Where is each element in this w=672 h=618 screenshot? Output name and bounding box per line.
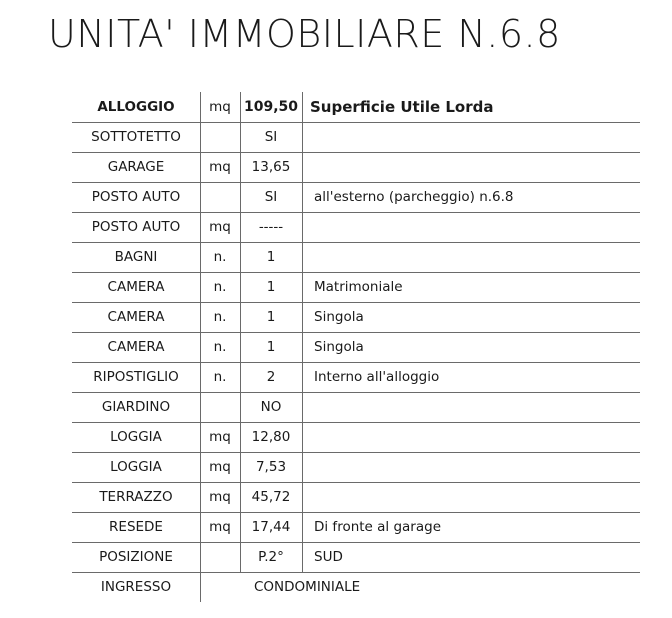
row-value: SI [264,189,278,205]
table-row [72,302,640,332]
row-value: SI [264,129,278,145]
row-value: P.2° [258,549,284,565]
row-divider [72,272,640,273]
row-value: 7,53 [255,459,287,475]
row-label: POSIZIONE [99,549,173,565]
row-note [314,212,640,242]
table-row [72,122,640,152]
row-label: LOGGIA [110,429,162,445]
row-note [314,482,640,512]
row-value: 45,72 [251,489,291,505]
row-unit: mq [209,459,231,475]
row-label: RESEDE [109,519,163,535]
row-divider [72,182,640,183]
table-row [72,542,640,572]
row-unit: mq [209,219,231,235]
row-divider [72,572,640,573]
footer-label: INGRESSO [100,579,172,595]
row-divider [72,392,640,393]
row-value: 17,44 [251,519,291,535]
row-divider [72,362,640,363]
table-row [72,182,640,212]
row-unit: mq [209,159,231,175]
row-value: 1 [266,339,276,355]
row-unit: mq [209,519,231,535]
row-unit: mq [209,489,231,505]
row-unit: n. [213,249,227,265]
row-divider [72,122,640,123]
header-label: ALLOGGIO [97,99,175,115]
header-value: 109,50 [243,99,299,115]
row-note [314,152,640,182]
row-unit [200,182,240,212]
table-row [72,272,640,302]
row-divider [72,542,640,543]
header-row [72,92,640,122]
row-note: Di fronte al garage [314,519,442,535]
header-note: Superficie Utile Lorda [310,98,494,116]
row-note: all'esterno (parcheggio) n.6.8 [314,189,514,205]
row-label: RIPOSTIGLIO [93,369,179,385]
row-label: BAGNI [114,249,158,265]
header-unit: mq [209,99,231,115]
row-note [314,422,640,452]
row-label: CAMERA [107,279,165,295]
table-row [72,392,640,422]
row-divider [72,212,640,213]
row-note: Interno all'alloggio [314,369,440,385]
row-unit [200,542,240,572]
row-label: TERRAZZO [99,489,173,505]
row-value: 1 [266,279,276,295]
row-unit: mq [209,429,231,445]
footer-row [72,572,640,602]
row-value: 2 [266,369,276,385]
row-unit [200,392,240,422]
footer-value: CONDOMINIALE [254,579,361,595]
row-divider [72,422,640,423]
row-label: GARAGE [107,159,165,175]
column-divider [302,92,303,572]
table-row [72,152,640,182]
row-unit: n. [213,369,227,385]
row-divider [72,482,640,483]
row-divider [72,512,640,513]
row-note [314,392,640,422]
table-row [72,332,640,362]
row-value: NO [260,399,282,415]
page-title: UNITA' IMMOBILIARE N.6.8 [48,12,561,56]
row-label: CAMERA [107,309,165,325]
row-note: Singola [314,309,364,325]
row-note: Matrimoniale [314,279,403,295]
row-label: POSTO AUTO [91,219,181,235]
table-row [72,362,640,392]
row-divider [72,452,640,453]
row-divider [72,332,640,333]
row-divider [72,302,640,303]
table-row [72,512,640,542]
row-label: CAMERA [107,339,165,355]
row-value: 12,80 [251,429,291,445]
table-row [72,482,640,512]
row-unit: n. [213,339,227,355]
row-note [314,452,640,482]
row-note [314,122,640,152]
row-unit: n. [213,279,227,295]
row-value: ----- [258,219,284,235]
row-note: Singola [314,339,364,355]
table-row [72,422,640,452]
row-unit: n. [213,309,227,325]
column-divider [200,92,201,602]
row-divider [72,242,640,243]
row-divider [72,152,640,153]
column-divider [240,92,241,572]
row-value: 1 [266,249,276,265]
table-row [72,242,640,272]
row-unit [200,122,240,152]
row-value: 13,65 [251,159,291,175]
property-table [72,92,640,602]
row-value: 1 [266,309,276,325]
table-row [72,452,640,482]
row-note: SUD [314,549,343,565]
row-label: SOTTOTETTO [91,129,181,145]
row-note [314,242,640,272]
row-label: LOGGIA [110,459,162,475]
row-label: POSTO AUTO [91,189,181,205]
table-row [72,212,640,242]
row-label: GIARDINO [101,399,171,415]
